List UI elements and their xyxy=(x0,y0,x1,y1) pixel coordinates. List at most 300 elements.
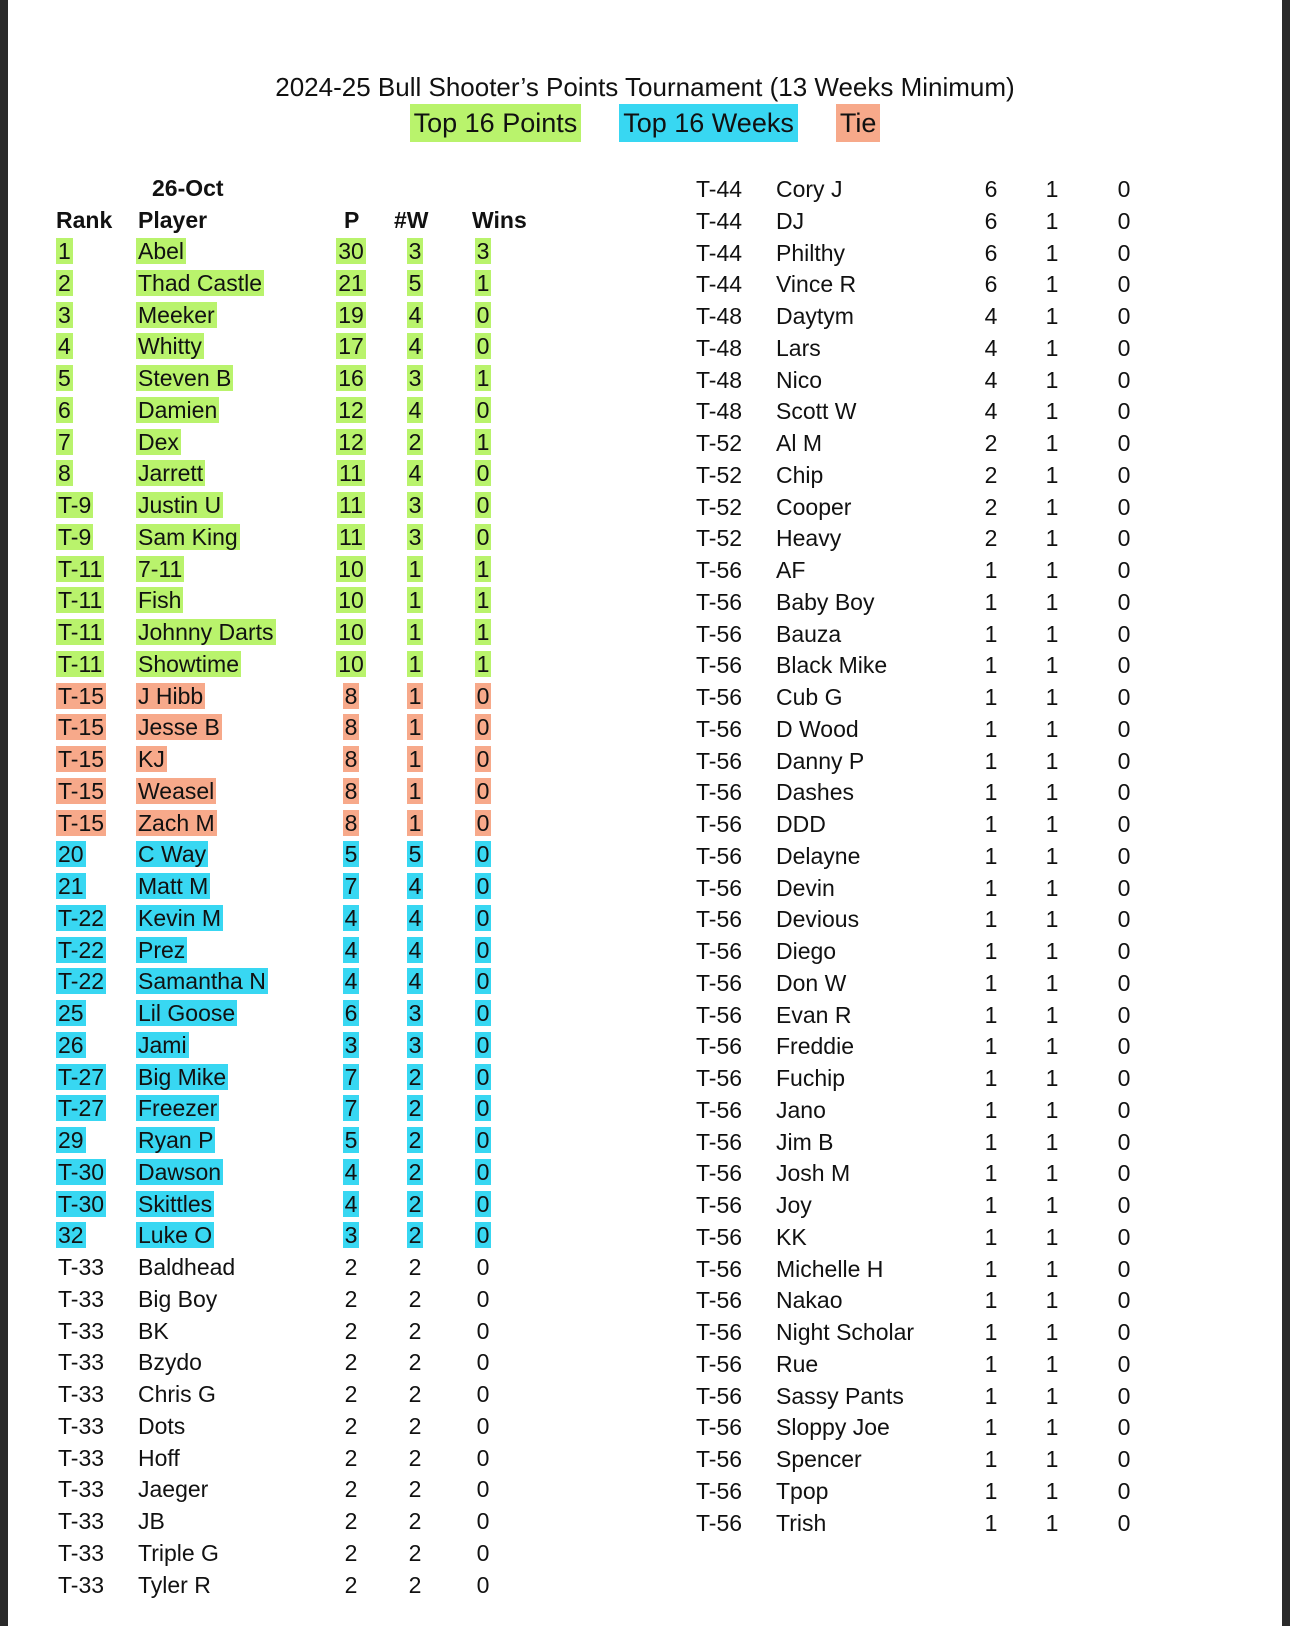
rank-cell: T-56 xyxy=(696,1255,743,1282)
player-name: KJ xyxy=(138,746,165,772)
player-name: Ryan P xyxy=(138,1127,214,1153)
legend xyxy=(0,104,1290,142)
wins-cell: 0 xyxy=(476,1571,490,1598)
rank-cell: T-11 xyxy=(58,650,103,677)
weeks-cell: 1 xyxy=(1045,398,1059,425)
wins-cell: 0 xyxy=(476,1031,490,1058)
weeks-cell: 1 xyxy=(408,619,422,645)
weeks-cell: 2 xyxy=(408,1412,422,1439)
rank-cell: T-56 xyxy=(696,874,743,901)
weeks-cell: 1 xyxy=(408,555,422,582)
player-name: Jami xyxy=(138,1031,187,1058)
wins-cell: 0 xyxy=(476,873,490,899)
rank-cell: T-56 xyxy=(696,1446,743,1472)
points-cell: 4 xyxy=(984,334,998,361)
weeks-cell: 1 xyxy=(1045,334,1059,361)
points-cell: 1 xyxy=(984,1128,998,1155)
points-cell: 1 xyxy=(984,588,998,615)
table-row xyxy=(56,1063,616,1095)
player-name: Kevin M xyxy=(138,904,222,931)
wins-cell: 0 xyxy=(1117,874,1131,901)
rank-cell: T-56 xyxy=(696,652,743,679)
table-row xyxy=(694,366,1154,398)
player-name: Scott W xyxy=(776,398,857,425)
wins-cell: 0 xyxy=(476,333,490,360)
weeks-cell: 3 xyxy=(408,1000,422,1026)
weeks-cell: 3 xyxy=(408,238,422,264)
weeks-cell: 2 xyxy=(408,1317,422,1344)
player-name: Baldhead xyxy=(138,1254,236,1280)
weeks-cell: 1 xyxy=(1045,461,1059,488)
rank-cell: 1 xyxy=(58,238,71,264)
points-cell: 10 xyxy=(338,555,364,582)
rank-cell: T-52 xyxy=(696,461,743,488)
points-cell: 1 xyxy=(984,1414,998,1441)
weeks-cell: 1 xyxy=(1045,366,1059,393)
weeks-cell: 4 xyxy=(408,396,422,423)
table-row xyxy=(694,524,1154,556)
weeks-cell: 1 xyxy=(1045,684,1059,710)
table-row xyxy=(56,1158,616,1190)
wins-cell: 0 xyxy=(476,1285,490,1312)
legend-top-points: Top 16 Points xyxy=(410,104,582,142)
player-name: Heavy xyxy=(776,525,842,552)
wins-cell: 0 xyxy=(1117,461,1131,488)
wins-cell: 0 xyxy=(1117,176,1131,202)
weeks-cell: 1 xyxy=(1045,1096,1059,1123)
rank-cell: T-15 xyxy=(58,746,105,772)
wins-cell: 1 xyxy=(476,428,490,455)
player-name: Thad Castle xyxy=(138,269,263,296)
player-name: Bauza xyxy=(776,620,842,647)
rank-cell: T-48 xyxy=(696,334,743,361)
table-row xyxy=(694,1286,1154,1318)
table-row xyxy=(56,1412,616,1444)
points-cell: 8 xyxy=(344,809,358,836)
table-row xyxy=(56,1348,616,1380)
points-cell: 6 xyxy=(984,176,998,202)
wins-cell: 0 xyxy=(1117,779,1131,806)
table-row xyxy=(694,1128,1154,1160)
points-cell: 2 xyxy=(344,1254,358,1280)
points-cell: 30 xyxy=(338,238,364,264)
points-cell: 1 xyxy=(984,1223,998,1250)
wins-cell: 0 xyxy=(1117,620,1131,647)
header-points: P xyxy=(344,207,360,233)
rank-cell: T-15 xyxy=(58,777,105,804)
points-cell: 1 xyxy=(984,747,998,774)
points-cell: 1 xyxy=(984,557,998,583)
wins-cell: 1 xyxy=(476,269,490,296)
header-wins: Wins xyxy=(472,207,527,233)
table-row xyxy=(694,1255,1154,1287)
rank-cell: T-56 xyxy=(696,1477,743,1504)
points-cell: 4 xyxy=(344,1190,358,1217)
table-row xyxy=(694,651,1154,683)
weeks-cell: 1 xyxy=(1045,842,1059,869)
wins-cell: 0 xyxy=(476,936,490,963)
wins-cell: 0 xyxy=(476,1158,490,1185)
wins-cell: 1 xyxy=(476,650,490,677)
player-name: Baby Boy xyxy=(776,588,875,615)
rank-cell: 5 xyxy=(58,365,71,391)
points-cell: 1 xyxy=(984,969,998,996)
player-name: Dex xyxy=(138,428,179,455)
rank-cell: 21 xyxy=(58,873,84,899)
table-row xyxy=(56,650,616,682)
rank-cell: T-30 xyxy=(58,1158,105,1185)
wins-cell: 0 xyxy=(476,746,490,772)
points-cell: 1 xyxy=(984,906,998,933)
table-row xyxy=(694,1413,1154,1445)
table-row xyxy=(694,556,1154,588)
player-name: Diego xyxy=(776,938,837,964)
wins-cell: 0 xyxy=(1117,1477,1131,1504)
wins-cell: 0 xyxy=(1117,398,1131,425)
wins-cell: 0 xyxy=(476,1000,490,1026)
wins-cell: 0 xyxy=(476,841,490,868)
rank-cell: T-33 xyxy=(58,1571,105,1598)
rank-cell: T-44 xyxy=(696,207,743,234)
table-row xyxy=(56,396,616,428)
rank-cell: 2 xyxy=(58,269,71,296)
wins-cell: 0 xyxy=(476,1349,490,1376)
points-cell: 1 xyxy=(984,684,998,710)
wins-cell: 0 xyxy=(476,1508,490,1534)
table-row xyxy=(56,237,616,269)
player-name: Al M xyxy=(776,430,822,456)
wins-cell: 0 xyxy=(1117,1001,1131,1028)
table-row xyxy=(56,872,616,904)
weeks-cell: 1 xyxy=(1045,969,1059,996)
points-cell: 1 xyxy=(984,938,998,964)
points-cell: 4 xyxy=(984,303,998,329)
weeks-cell: 4 xyxy=(408,873,422,899)
wins-cell: 0 xyxy=(1117,906,1131,933)
points-cell: 7 xyxy=(344,873,358,899)
points-cell: 4 xyxy=(984,366,998,393)
wins-cell: 0 xyxy=(1117,239,1131,266)
rank-cell: 20 xyxy=(58,841,84,868)
table-row xyxy=(56,1094,616,1126)
table-row xyxy=(694,715,1154,747)
points-cell: 4 xyxy=(344,904,358,931)
points-cell: 2 xyxy=(344,1508,358,1534)
points-cell: 3 xyxy=(344,1031,358,1058)
table-row xyxy=(694,905,1154,937)
rank-cell: T-44 xyxy=(696,271,743,298)
points-cell: 5 xyxy=(344,1127,358,1153)
player-name: Evan R xyxy=(776,1001,852,1028)
wins-cell: 0 xyxy=(1117,1065,1131,1091)
weeks-cell: 1 xyxy=(1045,747,1059,774)
weeks-cell: 1 xyxy=(1045,207,1059,234)
player-name: Freddie xyxy=(776,1033,854,1060)
rank-cell: T-48 xyxy=(696,303,743,329)
wins-cell: 0 xyxy=(476,682,490,709)
rank-cell: T-52 xyxy=(696,525,743,552)
table-row xyxy=(56,999,616,1031)
rank-cell: T-56 xyxy=(696,747,743,774)
weeks-cell: 5 xyxy=(408,269,422,296)
wins-cell: 0 xyxy=(1117,684,1131,710)
wins-cell: 0 xyxy=(1117,1350,1131,1377)
rank-cell: T-33 xyxy=(58,1285,105,1312)
weeks-cell: 1 xyxy=(1045,620,1059,647)
player-name: Danny P xyxy=(776,747,865,774)
right-border xyxy=(1282,0,1290,1626)
points-cell: 8 xyxy=(344,714,358,741)
weeks-cell: 1 xyxy=(1045,906,1059,933)
weeks-cell: 2 xyxy=(408,1254,422,1280)
weeks-cell: 1 xyxy=(1045,715,1059,742)
wins-cell: 0 xyxy=(1117,1160,1131,1187)
rank-cell: T-33 xyxy=(58,1508,105,1534)
weeks-cell: 1 xyxy=(408,746,422,772)
player-name: Matt M xyxy=(138,873,209,899)
rank-cell: T-56 xyxy=(696,684,743,710)
player-name: Dots xyxy=(138,1412,186,1439)
wins-cell: 0 xyxy=(1117,1319,1131,1345)
points-cell: 1 xyxy=(984,620,998,647)
weeks-cell: 2 xyxy=(408,1444,422,1471)
points-cell: 1 xyxy=(984,811,998,837)
wins-cell: 0 xyxy=(476,396,490,423)
table-row xyxy=(56,301,616,333)
points-cell: 11 xyxy=(339,523,363,550)
points-cell: 1 xyxy=(984,1096,998,1123)
weeks-cell: 2 xyxy=(408,1508,422,1534)
wins-cell: 3 xyxy=(476,238,490,264)
weeks-cell: 1 xyxy=(408,777,422,804)
weeks-cell: 2 xyxy=(408,1222,422,1249)
rank-cell: 3 xyxy=(58,301,71,328)
rank-cell: T-56 xyxy=(696,557,743,583)
rank-cell: T-11 xyxy=(58,555,103,582)
table-row xyxy=(694,461,1154,493)
table-row xyxy=(694,1509,1154,1541)
weeks-cell: 1 xyxy=(1045,1446,1059,1472)
wins-cell: 0 xyxy=(1117,493,1131,520)
points-cell: 2 xyxy=(344,1571,358,1598)
wins-cell: 0 xyxy=(476,1381,490,1407)
weeks-cell: 1 xyxy=(1045,1192,1059,1218)
weeks-cell: 1 xyxy=(408,650,422,677)
wins-cell: 0 xyxy=(1117,1096,1131,1123)
player-name: Philthy xyxy=(776,239,846,266)
wins-cell: 0 xyxy=(476,460,490,487)
player-name: DJ xyxy=(776,207,805,234)
weeks-cell: 2 xyxy=(408,1539,422,1566)
table-row xyxy=(56,618,616,650)
player-name: Abel xyxy=(138,238,185,264)
table-row xyxy=(694,1032,1154,1064)
points-cell: 8 xyxy=(344,746,358,772)
weeks-cell: 2 xyxy=(408,1285,422,1312)
rank-cell: T-56 xyxy=(696,938,743,964)
rank-cell: T-22 xyxy=(58,936,105,963)
wins-cell: 0 xyxy=(1117,1382,1131,1409)
table-row xyxy=(694,397,1154,429)
wins-cell: 0 xyxy=(1117,1128,1131,1155)
table-row xyxy=(56,1253,616,1285)
points-cell: 1 xyxy=(984,1382,998,1409)
weeks-cell: 1 xyxy=(1045,1319,1059,1345)
rank-cell: T-11 xyxy=(58,619,103,645)
player-name: Showtime xyxy=(138,650,239,677)
table-row xyxy=(694,842,1154,874)
rank-cell: T-33 xyxy=(58,1254,105,1280)
weeks-cell: 1 xyxy=(1045,525,1059,552)
player-name: Daytym xyxy=(776,303,854,329)
table-row xyxy=(694,207,1154,239)
wins-cell: 0 xyxy=(1117,271,1131,298)
wins-cell: 1 xyxy=(476,619,490,645)
player-name: Bzydo xyxy=(138,1349,202,1376)
wins-cell: 0 xyxy=(1117,207,1131,234)
points-cell: 7 xyxy=(344,1095,358,1122)
points-cell: 1 xyxy=(984,1319,998,1345)
player-name: Rue xyxy=(776,1350,819,1377)
player-name: D Wood xyxy=(776,715,859,742)
weeks-cell: 1 xyxy=(1045,1223,1059,1250)
points-cell: 2 xyxy=(344,1412,358,1439)
wins-cell: 0 xyxy=(476,1127,490,1153)
wins-cell: 0 xyxy=(1117,1223,1131,1250)
rank-cell: T-56 xyxy=(696,1319,743,1345)
legend-tie: Tie xyxy=(836,104,881,142)
player-name: Dawson xyxy=(138,1158,222,1185)
wins-cell: 0 xyxy=(476,1063,490,1090)
player-name: Cory J xyxy=(776,176,843,202)
player-name: Devious xyxy=(776,906,860,933)
wins-cell: 0 xyxy=(476,809,490,836)
player-name: Chip xyxy=(776,461,824,488)
weeks-cell: 1 xyxy=(408,714,422,741)
table-row xyxy=(56,555,616,587)
points-cell: 1 xyxy=(984,1160,998,1187)
weeks-cell: 1 xyxy=(1045,938,1059,964)
player-name: Prez xyxy=(138,936,186,963)
weeks-cell: 1 xyxy=(1045,1160,1059,1187)
rank-cell: 26 xyxy=(58,1031,84,1058)
points-cell: 2 xyxy=(344,1349,358,1376)
rank-cell: T-56 xyxy=(696,1096,743,1123)
table-row xyxy=(694,1477,1154,1509)
points-cell: 1 xyxy=(984,1001,998,1028)
weeks-cell: 1 xyxy=(1045,1065,1059,1091)
weeks-cell: 1 xyxy=(1045,557,1059,583)
points-cell: 1 xyxy=(984,1350,998,1377)
rank-cell: T-56 xyxy=(696,1223,743,1250)
weeks-cell: 2 xyxy=(408,1349,422,1376)
player-name: Skittles xyxy=(138,1190,213,1217)
points-cell: 3 xyxy=(344,1222,358,1249)
player-name: Hoff xyxy=(138,1444,180,1471)
header-weeks: #W xyxy=(394,207,429,233)
table-row xyxy=(694,270,1154,302)
table-row xyxy=(694,747,1154,779)
player-name: BK xyxy=(138,1317,169,1344)
points-cell: 1 xyxy=(984,715,998,742)
weeks-cell: 1 xyxy=(408,587,422,614)
points-cell: 1 xyxy=(984,1446,998,1472)
table-row xyxy=(56,1031,616,1063)
weeks-cell: 1 xyxy=(1045,303,1059,329)
player-name: Jim B xyxy=(776,1128,834,1155)
player-name: AF xyxy=(776,557,806,583)
wins-cell: 0 xyxy=(1117,1033,1131,1060)
weeks-cell: 1 xyxy=(1045,1128,1059,1155)
weeks-cell: 1 xyxy=(1045,239,1059,266)
rank-cell: T-48 xyxy=(696,366,743,393)
weeks-cell: 3 xyxy=(408,492,422,518)
player-name: Weasel xyxy=(138,777,215,804)
points-cell: 7 xyxy=(344,1063,358,1090)
player-name: JB xyxy=(138,1508,165,1534)
wins-cell: 0 xyxy=(1117,1446,1131,1472)
points-cell: 2 xyxy=(344,1381,358,1407)
wins-cell: 0 xyxy=(1117,430,1131,456)
table-row xyxy=(694,334,1154,366)
player-name: Big Mike xyxy=(138,1063,227,1090)
rank-cell: T-33 xyxy=(58,1444,105,1471)
rank-cell: T-33 xyxy=(58,1349,105,1376)
points-cell: 1 xyxy=(984,1033,998,1060)
table-row xyxy=(694,1001,1154,1033)
weeks-cell: 1 xyxy=(1045,1382,1059,1409)
player-name: Freezer xyxy=(138,1095,218,1122)
wins-cell: 0 xyxy=(476,301,490,328)
points-cell: 5 xyxy=(344,841,358,868)
points-cell: 6 xyxy=(984,271,998,298)
weeks-cell: 4 xyxy=(408,968,422,995)
points-cell: 4 xyxy=(344,936,358,963)
player-name: Fuchip xyxy=(776,1065,846,1091)
wins-cell: 0 xyxy=(476,714,490,741)
player-name: Lars xyxy=(776,334,821,361)
table-row xyxy=(694,302,1154,334)
points-cell: 10 xyxy=(338,650,364,677)
player-name: Cooper xyxy=(776,493,852,520)
rank-cell: T-52 xyxy=(696,430,743,456)
rank-cell: 7 xyxy=(58,428,71,455)
points-cell: 4 xyxy=(344,968,358,995)
wins-cell: 0 xyxy=(1117,811,1131,837)
wins-cell: 0 xyxy=(476,1317,490,1344)
table-row xyxy=(694,175,1154,207)
table-row xyxy=(694,588,1154,620)
player-name: Damien xyxy=(138,396,218,423)
rank-cell: T-56 xyxy=(696,906,743,933)
wins-cell: 0 xyxy=(1117,588,1131,615)
weeks-cell: 2 xyxy=(408,1381,422,1407)
points-cell: 11 xyxy=(339,492,363,518)
weeks-cell: 1 xyxy=(1045,811,1059,837)
player-name: Whitty xyxy=(138,333,202,360)
table-row xyxy=(56,840,616,872)
table-row xyxy=(56,1126,616,1158)
player-name: Night Scholar xyxy=(776,1319,915,1345)
left-standings-table xyxy=(56,237,616,1602)
rank-cell: T-56 xyxy=(696,620,743,647)
wins-cell: 0 xyxy=(1117,1255,1131,1282)
points-cell: 10 xyxy=(338,587,364,614)
wins-cell: 0 xyxy=(1117,747,1131,774)
player-name: Meeker xyxy=(138,301,215,328)
points-cell: 6 xyxy=(984,207,998,234)
rank-cell: T-56 xyxy=(696,811,743,837)
